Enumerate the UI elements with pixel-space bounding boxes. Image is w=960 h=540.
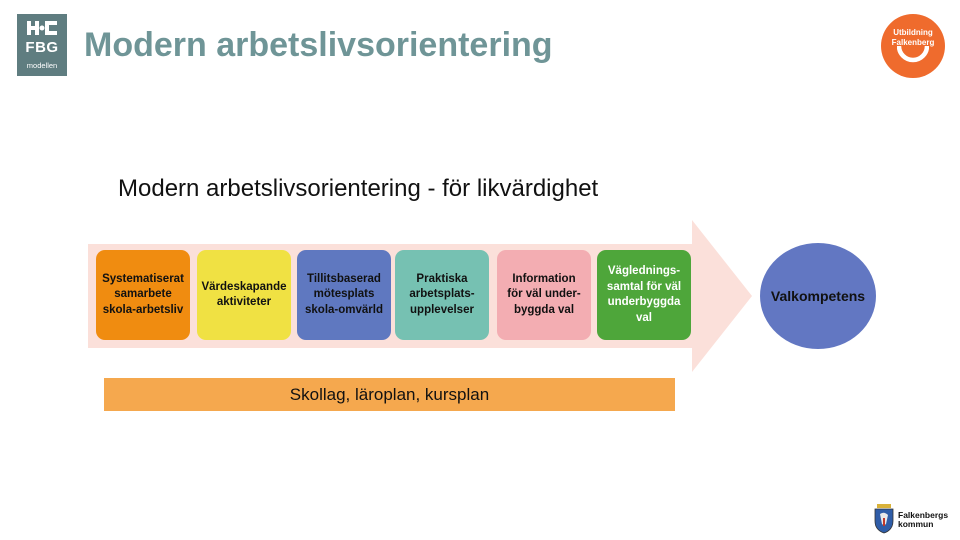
page-title: Modern arbetslivsorientering <box>84 26 553 64</box>
outcome-valkompetens: Valkompetens <box>760 243 876 349</box>
logo-fbg-text: FBG <box>25 39 59 56</box>
step-label: Väglednings- samtal för väl underbyggda val <box>606 265 682 324</box>
municipal-crest-icon <box>873 504 895 534</box>
partner-logo-text: Utbildning Falkenberg <box>891 28 935 47</box>
diagram-title: Modern arbetslivsorientering - för likvärdighet <box>118 175 599 202</box>
step-label: Värdeskapande aktiviteter <box>201 280 287 308</box>
falkenbergs-kommun-text: Falkenbergs kommun <box>898 510 949 529</box>
step-label: Systematiserat samarbete skola-arbetsliv <box>102 272 184 316</box>
foundation-bar: Skollag, läroplan, kursplan <box>104 378 675 411</box>
step-praktiska-upplevelser <box>395 250 489 340</box>
step-vardeskapande-aktiviteter <box>197 250 291 340</box>
step-tillitsbaserad-motesplats <box>297 250 391 340</box>
step-label: Information för väl under- byggda val <box>507 272 581 316</box>
logo-modellen-text: modellen <box>26 61 58 70</box>
step-information <box>497 250 591 340</box>
step-label: Praktiska arbetsplats- upplevelser <box>409 272 475 316</box>
step-vagledningssamtal <box>597 250 691 340</box>
step-systematiserat-samarbete <box>96 250 190 340</box>
step-label: Tillitsbaserad mötesplats skola-omvärld <box>305 272 383 316</box>
